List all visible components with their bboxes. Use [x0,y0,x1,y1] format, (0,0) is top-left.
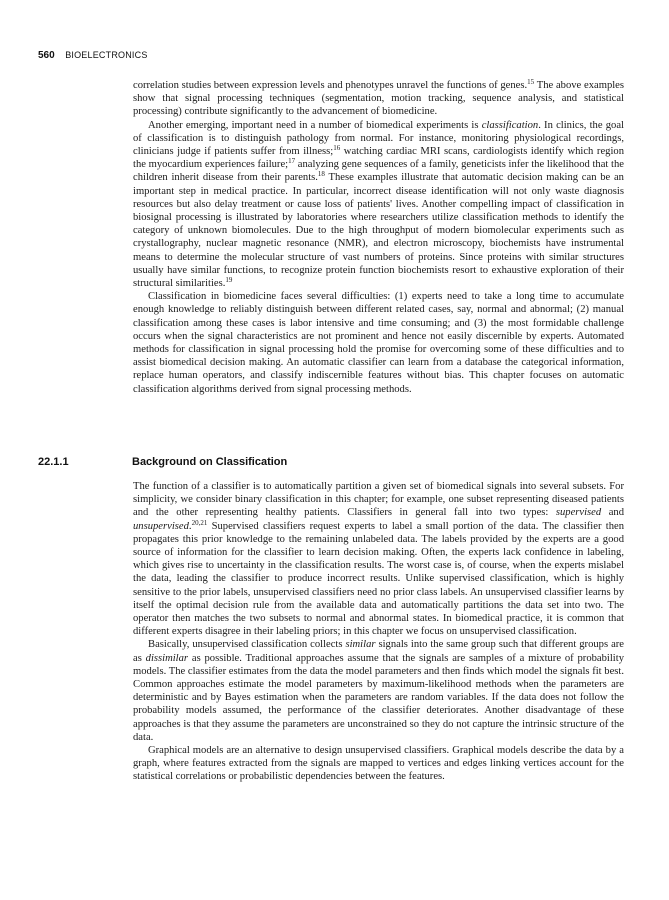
text-run: Basically, unsupervised classification collects [148,639,346,651]
text-run: These examples illustrate that automatic decision making can be an important step in medical practice. In particular, incorrect disease identification will not only waste diagnosis resources but also delay treatment or cause loss of patients' lives. Another compelling impact of classification in biosignal processing is illustrated by laboratories where researchers utilize classification methods to identify the category of unknown biomolecules. Due to the high throughput of modern biomolecular experiments such as crystallography, nuclear magnetic resonance (NMR), and electron microscopy, biochemists have instrumental means to determine the molecular structure of vast numbers of proteins. Since proteins with similar structures usually have similar functions, to recognize protein function biochemists resort to exhaustive exploration of their structural similarities. [133,172,624,290]
section-title: Background on Classification [132,456,288,468]
citation-ref: 18 [317,170,325,179]
paragraph [133,79,624,119]
text-run: analyzing gene sequences of a family, geneticists infer the likelihood that the children inherit disease from their parents. [133,159,624,184]
section-heading [38,456,287,468]
text-run: and [601,507,625,519]
text-run: watching cardiac MRI scans, cardiologists identify which region the myocardium experiences failure; [133,146,624,171]
text-run: The function of a classifier is to automatically partition a given set of biomedical signals into several subsets. For simplicity, we consider binary classification in this chapter; for example, one subset representing diseased patients and the other representing healthy patients. Classifiers in general fall into two types: [133,481,624,519]
citation-ref: 16 [333,144,341,153]
text-block-background [133,480,624,784]
paragraph [133,638,624,744]
citation-ref: 15 [527,78,535,86]
text-run: Supervised classifiers request experts to label a small portion of the data. The classifier then propagates this prior knowledge to the remaining unlabeled data. The labels provided by the experts are a good source of information for the classifier to learn decision making. Often, the experts lack confidence in labeling, which gives rise to uncertainty in the classification results. The worst case is, of course, when the experts mislabel the data, leading the classifier to produce incorrect results. Unlike supervised classification, which is highly sensitive to the prior labels, unsupervised classifiers need no prior class labels. An unsupervised classifier learns by itself the optimal decision rule from the available data and automatically partitions the data set into two. The operator then matches the two subsets to normal and abnormal states. In biomedical practice, it is common that different experts disagree in their labeling priors; in this chapter we focus on unsupervised classification. [133,520,624,638]
paragraph [133,480,624,638]
paragraph [133,744,624,784]
text-run: . [188,520,192,532]
citation-ref: 20,21 [191,518,208,527]
text-run: The above examples show that signal processing techniques (segmentation, motion tracking, sequence analysis, and statistical processing) contribute significantly to the advancement of biomedicine. [133,80,625,118]
text-run: signals into the same group such that different groups are as [133,639,625,664]
citation-ref: 17 [288,157,296,166]
text-run: correlation studies between expression levels and phenotypes unravel the functions of genes. [133,80,528,91]
emphasis: unsupervised [133,520,189,532]
text-run: Another emerging, important need in a number of biomedical experiments is [148,119,482,131]
emphasis: dissimilar [145,652,189,664]
text-run: as possible. Traditional approaches assume that the signals are samples of a mixture of probability models. The classifier estimates from the data the model parameters and then finds which model the signals fit best. Common approaches estimate the model parameters by maximum-likelihood methods when the parameters are deterministic and by Bayes estimation when the parameters are random variables. If the data does not follow the probability models assumed, the performance of the classifier deteriorates. Another disadvantage of these approaches is that they assume the parameters are unconstrained so they do not capture the intrinsic structure of the data. [133,652,624,743]
paragraph [133,119,624,291]
text-run: . In clinics, the goal of classification is to distinguish pathology from normal. For instance, monitoring physiological recordings, clinicians judge if patients suffer from illness; [133,119,624,158]
section-number: 22.1.1 [38,456,69,468]
text-run: Classification in biomedicine faces several difficulties: (1) experts need to take a long time to accumulate enough knowledge to reliably distinguish between different related cases, say, normal and abnormal; (2) manual classification among these cases is labor intensive and time consuming; and (3) the most formidable challenge occurs when the signal characteristics are not prominent and hence not easily discernible by experts. Automated methods for classification in signal processing hold the promise for overcoming some of these difficulties and to assist biomedical decision making. An automatic classifier can learn from a database the categorical information, replace human operators, and classify indiscernible features without bias. This chapter focuses on automatic classification algorithms derived from signal processing methods. [133,291,624,395]
emphasis: classification [481,119,539,131]
paragraph [133,290,624,396]
running-header [38,50,148,61]
text-run: Graphical models are an alternative to design unsupervised classifiers. Graphical models describe the data by a graph, where features extracted from the signals are mapped to vertices and edges linking vertices account for the statistical correlations or probabilistic dependencies between the features. [133,745,624,783]
text-block-intro [133,79,624,396]
citation-ref: 19 [225,276,233,285]
running-title: BIOELECTRONICS [65,50,148,60]
emphasis: similar [345,639,376,651]
page-number: 560 [38,50,55,61]
emphasis: supervised [555,507,602,519]
